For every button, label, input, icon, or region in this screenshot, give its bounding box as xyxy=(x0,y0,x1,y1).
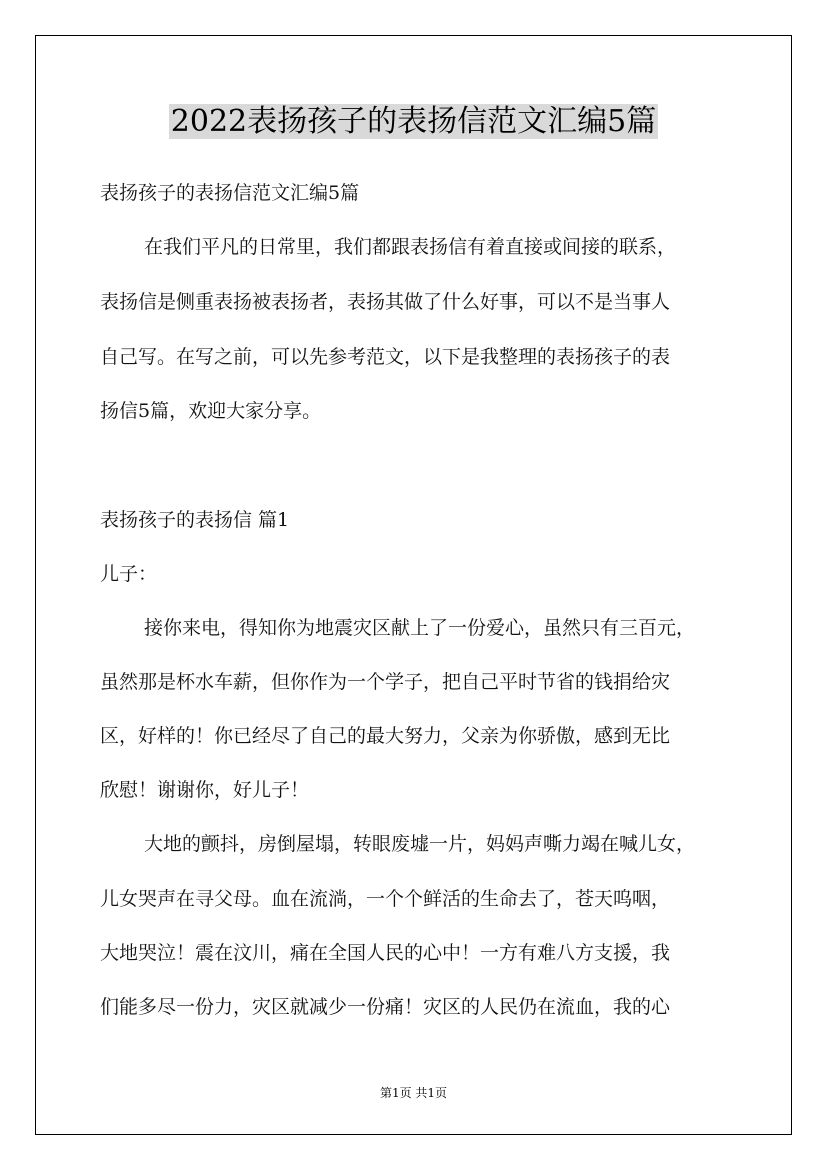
salutation: 儿子： xyxy=(100,563,158,585)
paragraph-line: 们能多尽一份力，灾区就减少一份痛！灾区的人民仍在流血，我的心 xyxy=(100,996,671,1018)
paragraph-line: 欣慰！谢谢你，好儿子！ xyxy=(100,779,310,801)
document-title xyxy=(0,101,827,143)
paragraph-line: 大地哭泣！震在汶川，痛在全国人民的心中！一方有难八方支援，我 xyxy=(100,942,671,964)
paragraph-line: 儿女哭声在寻父母。血在流淌，一个个鲜活的生命去了，苍天呜咽， xyxy=(100,888,671,910)
paragraph-line: 虽然那是杯水车薪，但你作为一个学子，把自己平时节省的钱捐给灾 xyxy=(100,671,671,693)
section-heading: 表扬孩子的表扬信 篇1 xyxy=(100,509,290,531)
document-title-text: 2022表扬孩子的表扬信范文汇编5篇 xyxy=(170,104,657,139)
intro-line: 表扬信是侧重表扬被表扬者，表扬其做了什么好事，可以不是当事人 xyxy=(100,291,671,313)
intro-line: 扬信5篇，欢迎大家分享。 xyxy=(100,400,322,422)
paragraph-line: 接你来电，得知你为地震灾区献上了一份爱心，虽然只有三百元， xyxy=(144,617,696,639)
intro-line: 自己写。在写之前，可以先参考范文，以下是我整理的表扬孩子的表 xyxy=(100,346,671,368)
page-number-footer: 第1页 共1页 xyxy=(379,1086,448,1100)
paragraph-line: 大地的颤抖，房倒屋塌，转眼废墟一片，妈妈声嘶力竭在喊儿女， xyxy=(144,833,696,855)
subtitle: 表扬孩子的表扬信范文汇编5篇 xyxy=(100,182,360,204)
intro-line: 在我们平凡的日常里，我们都跟表扬信有着直接或间接的联系， xyxy=(144,236,677,258)
paragraph-line: 区，好样的！你已经尽了自己的最大努力，父亲为你骄傲，感到无比 xyxy=(100,725,671,747)
